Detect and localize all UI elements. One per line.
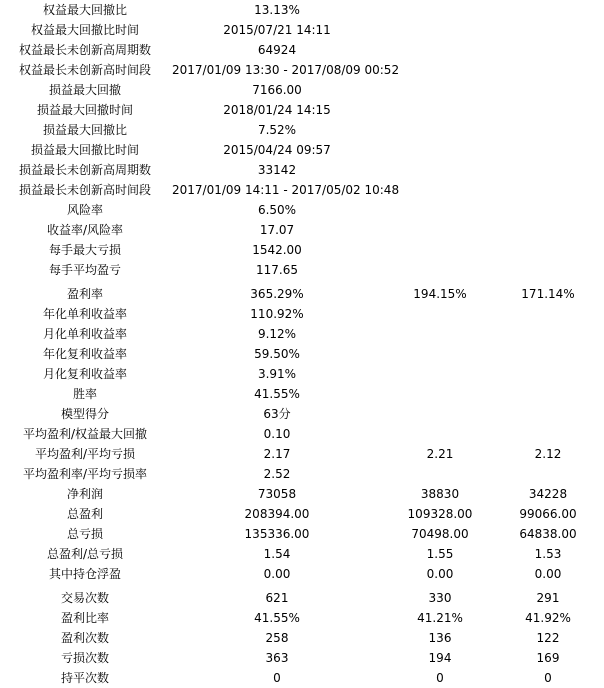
stat-value-col3	[496, 365, 600, 384]
stat-value-col3	[496, 121, 600, 140]
stat-value-col2	[384, 101, 496, 120]
stat-row	[0, 465, 604, 484]
stat-row	[0, 41, 604, 60]
stat-value-col2: 2.21	[426, 447, 454, 461]
stat-value-col3	[496, 345, 600, 364]
stat-value-all: 2.52	[263, 467, 291, 481]
stat-label: 权益最大回撤比	[42, 3, 127, 17]
stat-value-all: 2017/01/09 13:30 - 2017/08/09 00:52	[172, 63, 400, 77]
stat-row	[0, 141, 604, 160]
stat-label: 亏损次数	[60, 651, 109, 665]
stat-value-all: 2018/01/24 14:15	[223, 103, 331, 117]
stat-value-col3: 171.14%	[521, 287, 575, 301]
stat-value-col3	[496, 425, 600, 444]
stat-label: 风险率	[66, 203, 103, 217]
stat-label: 损益最大回撤	[48, 83, 121, 97]
stat-row	[0, 121, 604, 140]
stat-label: 月化单利收益率	[42, 327, 127, 341]
stat-value-col2	[384, 61, 496, 80]
stat-value-col2	[384, 141, 496, 160]
stat-value-col2	[384, 261, 496, 280]
stat-value-col3: 99066.00	[519, 507, 577, 521]
stat-value-col2	[384, 201, 496, 220]
stat-label: 收益率/风险率	[46, 223, 124, 237]
stat-value-all: 3.91%	[257, 367, 297, 381]
stat-label: 平均盈利/平均亏损	[34, 447, 136, 461]
stat-row	[0, 325, 604, 344]
stat-label: 损益最大回撤比时间	[30, 143, 139, 157]
stat-value-col2: 194.15%	[413, 287, 467, 301]
stat-label: 总盈利/总亏损	[46, 547, 124, 561]
stat-value-col3	[496, 81, 600, 100]
stat-value-col3	[496, 41, 600, 60]
stat-row	[0, 305, 604, 324]
stat-label: 盈利比率	[60, 611, 109, 625]
stat-row	[0, 101, 604, 120]
stat-value-col2	[384, 365, 496, 384]
stat-value-col3	[496, 261, 600, 280]
stat-value-all: 2.17	[263, 447, 291, 461]
stat-value-all: 365.29%	[250, 287, 304, 301]
stat-value-col2	[384, 161, 496, 180]
stat-label: 总盈利	[66, 507, 103, 521]
stat-value-col2	[384, 325, 496, 344]
stat-label: 交易次数	[60, 591, 109, 605]
stat-value-all: 208394.00	[244, 507, 310, 521]
stat-label: 胜率	[72, 387, 97, 401]
stat-value-col2: 0.00	[426, 567, 454, 581]
stat-value-all: 1542.00	[252, 243, 302, 257]
stat-value-col2	[384, 1, 496, 20]
stat-value-all: 0	[273, 671, 281, 685]
stat-value-all: 33142	[257, 163, 297, 177]
stat-value-all: 73058	[257, 487, 297, 501]
stat-label: 净利润	[66, 487, 103, 501]
stat-label: 月化复利收益率	[42, 367, 127, 381]
stat-value-col2	[384, 465, 496, 484]
stat-row	[0, 425, 604, 444]
stat-value-col3	[496, 101, 600, 120]
stat-value-col3	[496, 221, 600, 240]
stat-label: 年化单利收益率	[42, 307, 127, 321]
stat-label: 权益最长未创新高周期数	[18, 43, 151, 57]
stat-label: 损益最大回撤时间	[36, 103, 133, 117]
stat-value-col2	[384, 221, 496, 240]
stat-row	[0, 345, 604, 364]
stat-value-col3: 0	[544, 671, 552, 685]
stat-value-col3: 41.92%	[525, 611, 571, 625]
stat-value-col3	[496, 241, 600, 260]
stat-value-col2	[384, 121, 496, 140]
stat-value-col3	[496, 141, 600, 160]
stat-row	[0, 201, 604, 220]
stat-value-col3	[496, 201, 600, 220]
stat-value-col2: 109328.00	[407, 507, 473, 521]
stat-label: 盈利率	[66, 287, 103, 301]
stat-row	[0, 1, 604, 20]
stat-row	[0, 669, 604, 688]
stat-row	[0, 445, 604, 464]
stat-value-all: 17.07	[259, 223, 295, 237]
stat-row	[0, 505, 604, 524]
stat-value-col3	[496, 161, 600, 180]
stat-label: 权益最大回撤比时间	[30, 23, 139, 37]
stat-value-col3	[496, 21, 600, 40]
stat-label: 每手平均盈亏	[48, 263, 121, 277]
stat-value-col2	[384, 425, 496, 444]
stat-label: 平均盈利率/平均亏损率	[22, 467, 148, 481]
stat-value-all: 2015/04/24 09:57	[223, 143, 331, 157]
stat-value-col2	[384, 181, 496, 200]
stat-value-all: 110.92%	[250, 307, 304, 321]
stat-value-all: 363	[265, 651, 289, 665]
stat-value-all: 1.54	[263, 547, 291, 561]
stat-value-all: 9.12%	[257, 327, 297, 341]
stat-value-col2	[384, 405, 496, 424]
stat-value-col2: 38830	[420, 487, 460, 501]
stat-row	[0, 161, 604, 180]
stat-value-all: 7166.00	[252, 83, 302, 97]
stat-value-col3	[496, 181, 600, 200]
stat-value-all: 117.65	[256, 263, 298, 277]
stat-label: 每手最大亏损	[48, 243, 121, 257]
stat-row	[0, 485, 604, 504]
stat-label: 年化复利收益率	[42, 347, 127, 361]
stat-value-all: 7.52%	[257, 123, 297, 137]
stat-row	[0, 589, 604, 608]
stat-row	[0, 565, 604, 584]
stat-value-all: 6.50%	[257, 203, 297, 217]
stat-value-all: 2015/07/21 14:11	[223, 23, 331, 37]
stat-value-col3: 1.53	[534, 547, 562, 561]
stat-row	[0, 285, 604, 304]
stat-value-col2	[384, 81, 496, 100]
stat-row	[0, 61, 604, 80]
stat-row	[0, 609, 604, 628]
stat-value-col2: 330	[428, 591, 452, 605]
stat-label: 总亏损	[66, 527, 103, 541]
stat-value-all: 64924	[257, 43, 297, 57]
stat-value-all: 59.50%	[254, 347, 300, 361]
stat-value-col2: 70498.00	[411, 527, 469, 541]
stat-label: 损益最长未创新高周期数	[18, 163, 151, 177]
stat-row	[0, 241, 604, 260]
stat-value-col2	[384, 41, 496, 60]
stat-value-all: 2017/01/09 14:11 - 2017/05/02 10:48	[172, 183, 400, 197]
stat-value-col3	[496, 465, 600, 484]
stat-value-all: 0.00	[263, 567, 291, 581]
stat-value-col3	[496, 385, 600, 404]
stat-row	[0, 525, 604, 544]
stat-label: 盈利次数	[60, 631, 109, 645]
stat-value-col3: 2.12	[534, 447, 562, 461]
stat-value-col2	[384, 21, 496, 40]
stat-row	[0, 629, 604, 648]
stat-value-all: 621	[265, 591, 289, 605]
stat-value-col3	[496, 325, 600, 344]
stat-value-col3	[496, 405, 600, 424]
stat-label: 平均盈利/权益最大回撤	[22, 427, 148, 441]
stat-row	[0, 181, 604, 200]
stat-value-col2: 194	[428, 651, 452, 665]
stat-row	[0, 365, 604, 384]
stat-label: 持平次数	[60, 671, 109, 685]
stat-value-col2: 41.21%	[417, 611, 463, 625]
stat-value-col2: 1.55	[426, 547, 454, 561]
stat-value-all: 41.55%	[254, 611, 300, 625]
stat-value-col3	[496, 305, 600, 324]
stat-value-col3: 169	[536, 651, 560, 665]
stat-value-all: 258	[265, 631, 289, 645]
stat-row	[0, 221, 604, 240]
stat-value-col2	[384, 305, 496, 324]
stat-value-col2: 136	[428, 631, 452, 645]
stat-row	[0, 81, 604, 100]
stat-row	[0, 405, 604, 424]
stat-label: 损益最大回撤比	[42, 123, 127, 137]
stat-value-all: 41.55%	[254, 387, 300, 401]
stat-value-col3: 122	[536, 631, 560, 645]
stat-value-all: 135336.00	[244, 527, 310, 541]
stat-row	[0, 385, 604, 404]
stat-row	[0, 545, 604, 564]
stat-row	[0, 261, 604, 280]
stat-label: 模型得分	[60, 407, 109, 421]
stat-label: 权益最长未创新高时间段	[18, 63, 151, 77]
stat-value-col2	[384, 241, 496, 260]
stat-label: 其中持仓浮盈	[48, 567, 121, 581]
stat-label: 损益最长未创新高时间段	[18, 183, 151, 197]
stat-value-col2: 0	[436, 671, 444, 685]
stat-value-all: 63分	[263, 407, 291, 421]
stat-value-col2	[384, 345, 496, 364]
stat-value-col3: 64838.00	[519, 527, 577, 541]
stat-value-all: 0.10	[263, 427, 291, 441]
stat-value-all: 13.13%	[254, 3, 300, 17]
stat-value-col3	[496, 1, 600, 20]
stat-row	[0, 21, 604, 40]
stat-value-col3: 291	[536, 591, 560, 605]
stat-row	[0, 649, 604, 668]
stat-value-col3	[496, 61, 600, 80]
stat-value-col3: 34228	[528, 487, 568, 501]
stat-value-col3: 0.00	[534, 567, 562, 581]
stat-value-col2	[384, 385, 496, 404]
